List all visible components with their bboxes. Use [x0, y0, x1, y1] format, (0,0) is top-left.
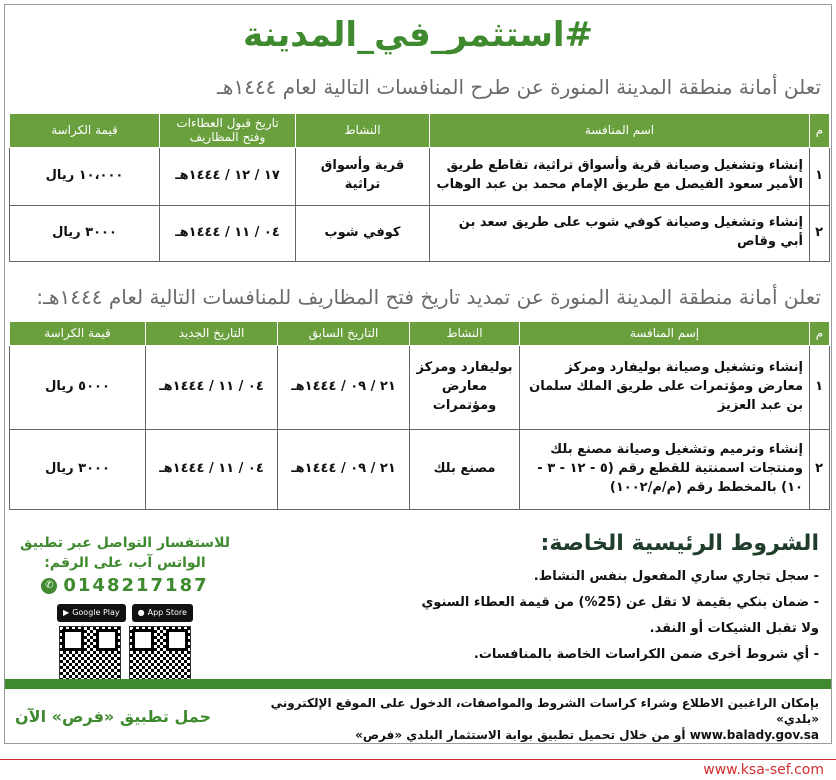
tender-name: إنشاء وتشغيل وصيانة قرية وأسواق تراثية، تقاطع طريق الأمير سعود الفيصل مع طريق الإمام محمد بن عبد الوهاب	[430, 147, 810, 205]
col-header-activity: النشاط	[296, 114, 430, 148]
col-header-price: قيمة الكراسة	[10, 114, 160, 148]
store-badges	[15, 604, 235, 622]
contact-block	[15, 533, 235, 688]
table-header-row	[10, 322, 830, 346]
col-header-index: م	[810, 322, 830, 346]
col-header-new-date: التاريخ الجديد	[146, 322, 278, 346]
col-header-index: م	[810, 114, 830, 148]
tender-price: ٥٠٠٠ ريال	[10, 346, 146, 430]
row-index: ١	[810, 147, 830, 205]
app-store-badge[interactable]	[132, 604, 193, 622]
table-row	[10, 346, 830, 430]
row-index: ٢	[810, 430, 830, 510]
col-header-name: إسم المنافسة	[520, 322, 810, 346]
tender-activity: قرية وأسواق تراثية	[296, 147, 430, 205]
tender-new-date: ٠٤ / ١١ / ١٤٤٤هـ	[146, 346, 278, 430]
apple-icon: ●	[137, 608, 145, 617]
row-index: ٢	[810, 205, 830, 261]
tender-activity: كوفي شوب	[296, 205, 430, 261]
tender-name: إنشاء وتشغيل وصيانة كوفي شوب على طريق سعد بن أبي وقاص	[430, 205, 810, 261]
footer-line: www.balady.gov.sa أو من خلال تحميل تطبيق بوابة الاستثمار البلدي «فرص»	[355, 728, 819, 742]
table-row	[10, 430, 830, 510]
tender-name: إنشاء وتشغيل وصيانة بوليفارد ومركز معارض ومؤتمرات على طريق الملك سلمان بن عبد العزيز	[520, 346, 810, 430]
row-index: ١	[810, 346, 830, 430]
tender-old-date: ٢١ / ٠٩ / ١٤٤٤هـ	[278, 346, 410, 430]
terms-title: الشروط الرئيسية الخاصة:	[540, 531, 819, 556]
footer-line: بإمكان الراغبين الاطلاع وشراء كراسات الشروط والمواصفات، الدخول على الموقع الإلكتروني «بلدي»	[270, 696, 819, 726]
col-header-name: اسم المنافسة	[430, 114, 810, 148]
hashtag-title: #استثمر_في_المدينة	[242, 15, 594, 55]
col-header-activity: النشاط	[410, 322, 520, 346]
phone-row	[15, 575, 235, 596]
terms-item: - أي شروط أخرى ضمن الكراسات الخاصة بالمنافسات.	[473, 647, 819, 662]
tender-date: ١٧ / ١٢ / ١٤٤٤هـ	[160, 147, 296, 205]
terms-item: - ضمان بنكي بقيمة لا تقل عن (25%) من قيمة العطاء السنوي	[421, 595, 819, 610]
extension-table	[9, 321, 830, 510]
table-row	[10, 147, 830, 205]
tender-activity: مصنع بلك	[410, 430, 520, 510]
col-header-old-date: التاريخ السابق	[278, 322, 410, 346]
col-header-price: قيمة الكراسة	[10, 322, 146, 346]
tender-new-date: ٠٤ / ١١ / ١٤٤٤هـ	[146, 430, 278, 510]
tender-date: ٠٤ / ١١ / ١٤٤٤هـ	[160, 205, 296, 261]
announcement-1: تعلن أمانة منطقة المدينة المنورة عن طرح المنافسات التالية لعام ١٤٤٤هـ	[217, 75, 821, 99]
download-app-text: حمل تطبيق «فرص» الآن	[15, 707, 212, 726]
terms-item: ولا تقبل الشيكات أو النقد.	[649, 621, 819, 636]
tender-price: ٣٠٠٠ ريال	[10, 430, 146, 510]
tender-name: إنشاء وترميم وتشغيل وصيانة مصنع بلك ومنتجات اسمنتية للقطع رقم (٥ - ١٢ - ٣ - ١٠) بالمخطط رقم (م/م/١٠٠٢)	[520, 430, 810, 510]
google-play-badge[interactable]	[57, 604, 126, 622]
terms-item: - سجل تجاري ساري المفعول بنفس النشاط.	[533, 569, 819, 584]
tender-old-date: ٢١ / ٠٩ / ١٤٤٤هـ	[278, 430, 410, 510]
tender-activity: بوليفارد ومركز معارض ومؤتمرات	[410, 346, 520, 430]
contact-line: الواتس آب، على الرقم:	[44, 555, 206, 571]
app-store-label: App Store	[147, 608, 187, 617]
site-watermark[interactable]: www.ksa-sef.com	[703, 762, 824, 778]
tenders-table	[9, 113, 830, 262]
tender-advertisement	[4, 4, 832, 744]
bottom-section	[5, 521, 831, 742]
contact-line: للاستفسار التواصل عبر تطبيق	[20, 535, 230, 551]
footer-info	[259, 695, 819, 743]
announcement-2: تعلن أمانة منطقة المدينة المنورة عن تمديد تاريخ فتح المظاريف للمنافسات التالية لعام ١٤٤٤هـ:	[36, 285, 821, 309]
green-divider-bar	[5, 679, 831, 689]
whatsapp-number[interactable]: 0148217187	[63, 575, 209, 596]
terms-block	[259, 531, 819, 668]
tender-price: ١٠،٠٠٠ ريال	[10, 147, 160, 205]
table-header-row	[10, 114, 830, 148]
play-icon: ▶	[63, 608, 70, 617]
col-header-date: تاريخ قبول العطاءات وفتح المظاريف	[160, 114, 296, 148]
table-row	[10, 205, 830, 261]
whatsapp-icon: ✆	[41, 578, 57, 594]
google-play-label: Google Play	[72, 608, 120, 617]
tender-price: ٣٠٠٠ ريال	[10, 205, 160, 261]
page-divider	[0, 759, 836, 760]
